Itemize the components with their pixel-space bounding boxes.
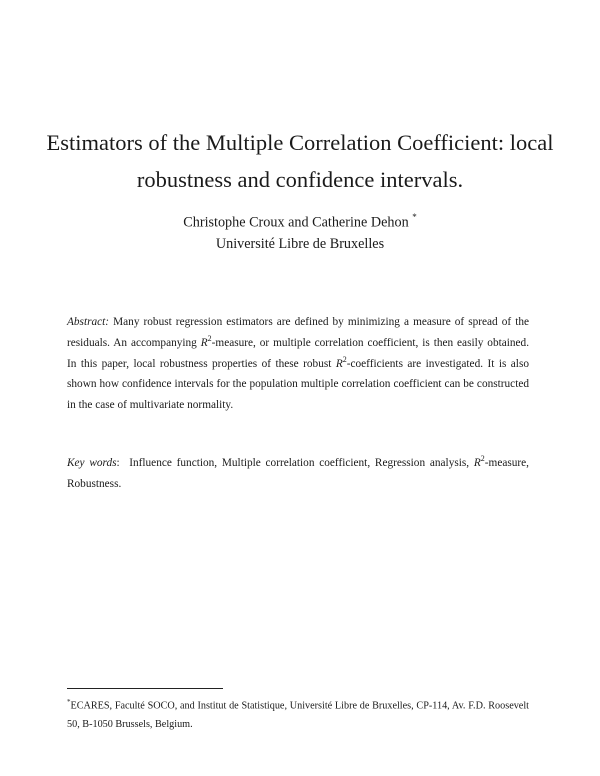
keywords-colon: : <box>116 457 120 469</box>
superscript-two: 2 <box>480 454 485 464</box>
footnote-text: ECARES, Faculté SOCO, and Institut de Statistique, Université Libre de Bruxelles, CP-114, Av. F.D. Roosevelt 50, B-1050 Brussels, Belgium. <box>67 700 529 730</box>
superscript-two: 2 <box>342 354 347 364</box>
footnote <box>67 693 529 734</box>
keywords-paragraph <box>67 453 529 495</box>
affiliation: Université Libre de Bruxelles <box>215 236 385 252</box>
author-line <box>0 206 600 235</box>
footnote-rule <box>67 688 223 689</box>
r-symbol: R <box>200 336 208 349</box>
keywords-text-1: Influence function, Multiple correlation coefficient, Regression analysis, <box>129 457 470 469</box>
abstract-paragraph <box>67 312 529 416</box>
r-symbol: R <box>335 357 343 370</box>
keywords-text-2: -measure, Robustness. <box>67 457 529 490</box>
abstract-label: Abstract: <box>67 316 110 328</box>
r-symbol: R <box>473 457 481 469</box>
abstract-text-1: Many robust regression estimators are defined by minimizing a measure of spread of the residuals. An accompanying <box>67 316 530 349</box>
author-names: Christophe Croux and Catherine Dehon <box>183 214 409 231</box>
paper-title: Estimators of the Multiple Correlation Coefficient: local robustness and confidence intervals. <box>46 130 554 192</box>
abstract-text-3: -coefficients are investigated. It is also shown how confidence intervals for the population multiple correlation coefficient can be constructed in the case of multivariate normality. <box>67 357 529 412</box>
superscript-two: 2 <box>207 334 212 344</box>
author-footnote-mark: * <box>412 212 417 222</box>
abstract-text-2: -measure, or multiple correlation coefficient, is then easily obtained. In this paper, local robustness properties of these robust <box>67 336 530 370</box>
keywords-label: Key words <box>67 457 117 469</box>
footnote-mark: * <box>67 698 71 706</box>
